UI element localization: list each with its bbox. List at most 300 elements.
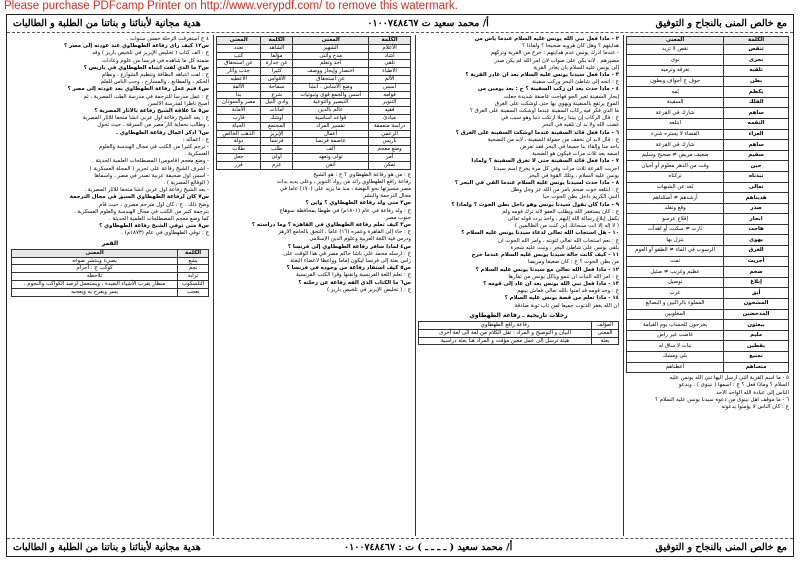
- vocab-cell: تمكن: [369, 161, 411, 169]
- qa-line: س٣ ما الذي لفت انتباه الطهطاوي في باريس ؟: [83, 64, 209, 71]
- vocab-meaning: نوى: [627, 55, 724, 66]
- th-meaning-2: المعنى: [217, 37, 261, 45]
- qa-line: إبحار السفينة تغير الجو فهاجت عاصفة شديدة جعلت: [503, 93, 619, 100]
- qa-line: ١٢ - ماذا فعل الله تعالى مع سيدنا يونس عليه السلام ؟: [475, 266, 619, 273]
- vocab-row: [217, 68, 411, 76]
- vocab-word: سقيم: [724, 150, 789, 161]
- qa-line: الموج يرتفع بالسفينة ويهوي بها حتى أوشكت على الغرق: [494, 100, 619, 107]
- qa-line: ١٤ - ماذا تعلم من قصة يونس عليه السلام ؟: [504, 295, 619, 302]
- vocab-row: [627, 362, 789, 373]
- qa-line: ج : أعماله :: [182, 136, 209, 143]
- vocab-row: [627, 288, 789, 299]
- tahtawi-questions-column: [9, 35, 211, 536]
- qa-line: ١١ - كيف كانت حالة سيدنا يونس عليه السلام عندما خرج: [471, 252, 619, 259]
- vocab-row: [627, 150, 789, 161]
- vocab-meaning: تغرقه وترميه: [627, 65, 724, 76]
- vocab-row: [217, 91, 411, 99]
- vocab-meaning: يتزل بها: [627, 235, 724, 246]
- vocab-cell: تعدد: [217, 44, 261, 52]
- vocab-row: [627, 309, 789, 320]
- qa-line: بأحد منا وإلقاء بنا جميعا في البحر فقد تعرض: [520, 144, 619, 151]
- vocab-row: [627, 118, 789, 129]
- vocab-meaning: ثارت ≠ سكنت أو اهدأت: [627, 224, 724, 235]
- bio-title: رحلات تاريخية ـ رفاعة الطهطاوي: [469, 311, 568, 319]
- vocab-cell: فرنسا: [261, 138, 293, 146]
- bottom-banner: [7, 538, 793, 556]
- top-banner: [7, 15, 793, 33]
- vocab-word: تنقص: [724, 44, 789, 55]
- vocab-cell: سماحة: [261, 83, 293, 91]
- vocab-cell: عالم بالدين: [293, 107, 369, 115]
- vocab-row: [217, 130, 411, 138]
- qa-line: ( لا إله إلا أنت سبحانك إني كنت من الظالمين ): [514, 223, 619, 230]
- qa-line: - أسس أول صحيفة عربية تصدر في مصر ، وأسماها: [94, 172, 209, 179]
- vocab-table: [626, 36, 789, 373]
- pdf-watermark: Please purchase PDFcamp Printer on http://www.verypdf.com/ to remove this watermark.: [4, 0, 458, 12]
- vocab-cell: الأطباء: [369, 68, 411, 76]
- vocab-row: [627, 161, 789, 172]
- vocab-meaning: المملوء بالراكبين و البضائع: [627, 299, 724, 310]
- poem-row: [12, 257, 209, 265]
- vocab-cell: ألف: [293, 146, 369, 154]
- vocab-meaning: وقع وتقلد: [627, 203, 724, 214]
- poem-meaning: منظار يقرب الأشياء البعيدة ، ويستعمل لرصد الكواكب والنجوم .: [12, 281, 178, 289]
- vocab-cell: طلاب: [217, 146, 261, 154]
- vocab-cell: قارب: [217, 114, 261, 122]
- vocab-row: [627, 129, 789, 140]
- vocab-cell: أسس والجمع قوى وثبوتيات: [293, 91, 369, 99]
- vocab-word: ساهم: [724, 140, 789, 151]
- vocab-meaning: الرسوب في الماء ≠ الطفو أو العوم: [627, 246, 724, 257]
- vocab-cell: عن جدارة: [261, 60, 293, 68]
- vocab-row: [627, 171, 789, 182]
- poem-row: [12, 288, 209, 296]
- vocab-cell: جعل: [217, 153, 261, 161]
- qa-line: ١٠ - هل استجاب الله تعالى لدعاء سيدنا يونس عليه السلام ؟: [461, 230, 619, 237]
- vocab-word: ابحار: [724, 214, 789, 225]
- vocab-row: [217, 83, 411, 91]
- vocab-row: [627, 224, 789, 235]
- vocab-word: أجريت: [724, 256, 789, 267]
- vocab-word: المشحون: [724, 299, 789, 310]
- qa-line: س٤ فيم عمل رفاعة الطهطاوي بعد عودته إلى مصر ؟: [67, 86, 209, 93]
- vocab-cell: مدح وأثنى: [293, 52, 369, 60]
- qa-line: رأس بعثة إلى فرنسا ليكون إماما وواعظا لأعضاء البعثة: [290, 257, 411, 264]
- qa-line: يكمل إبلاغ رسالة الله إليهم ، وأخذ يردد قوله تعالى: [507, 216, 619, 223]
- header-teacher: أ/ محمد سعيد ت ٠١٠٠٧٤٨٤٦٧: [367, 18, 489, 29]
- vocab-meaning: ضعيف مريض ≠ صحيح وسليم: [627, 150, 724, 161]
- vocab-cell: التبصير والتوعية: [293, 99, 369, 107]
- vocab-meaning: ابتلعه: [627, 118, 724, 129]
- vocab-meaning: أرشدهم ≠ أضللناهم: [627, 193, 724, 204]
- vocab-meaning: نقص لا تزيد: [627, 44, 724, 55]
- vocab-word: العراء: [724, 129, 789, 140]
- poem-vocab-table: [11, 249, 209, 297]
- qa-line: ٦ - ماذا فعل قائد السفينة عندما أوشكت السفينة على الغرق ؟: [455, 129, 619, 136]
- poem-th-meaning: المعنى: [12, 249, 178, 257]
- vocab-cell: أسس: [369, 83, 411, 91]
- vocab-meaning: المغلوبين: [627, 309, 724, 320]
- qa-line: من بطن الحوت ؟ ج : كان ضعيفا ومريضا: [528, 259, 619, 266]
- vocab-cell: أعمال: [293, 130, 369, 138]
- qa-line: أجريت القرعة ثلاث مرات وفي كل مرة يخرج اسم سيدنا: [493, 165, 619, 172]
- vocab-cell: الشاهد: [261, 44, 293, 52]
- qa-line: ج : أرسله محمد علي باشا حاكم مصر في هذا الوقت على: [283, 250, 411, 257]
- qa-line: س٣ كيف تعلم رفاعة الطهطاوي في القاهرة ؟ وما دراسته ؟: [251, 221, 411, 228]
- qa-line: كما وضع معجم المصطلحات العلمية الحديثة .: [109, 216, 209, 223]
- qa-line: س٢ متى ولد رفاعة الطهطاوي ؟ وأين ؟: [305, 200, 411, 207]
- qa-line: ج : أمر الله النبات أن تنمو ويأكل يونس من ثمارها: [508, 273, 619, 280]
- qa-line: - عندما أدرك يونس عدم هدايتهم : خرج من القرية وتركهم: [490, 50, 619, 57]
- note-line: السلام ؟ وماذا فعل ؟ ج : أسمها ( نينوى ) . وبدعو: [678, 382, 789, 389]
- bio-table: [418, 321, 619, 345]
- poem-word: نجم: [178, 265, 209, 273]
- vocab-meaning: السفينة: [627, 97, 724, 108]
- vocab-cell: دراسة متعمقة: [369, 122, 411, 130]
- vocab-cell: عزم: [261, 161, 293, 169]
- vocab-cell: أتقن: [293, 161, 369, 169]
- qa-line: ضمنه كل ما شاهده في فرنسا من علوم وعادات: [102, 57, 209, 64]
- vocab-cell: قواعد أساسية: [293, 114, 369, 122]
- vocab-cell: أولى: [261, 153, 293, 161]
- qa-line: يلقى يونس على شاطئ البحر ، ونبت عليه شجرة: [510, 244, 619, 251]
- qa-line: ج : عمل مدرسا للترجمة في مدرسة الطب المصرية ، ثم: [83, 93, 209, 100]
- qa-line: ٧ - ماذا فعل قائد السفينة حتى لا تغرق السفينة ؟ ولماذا: [471, 158, 619, 165]
- vocab-cell: الحياة: [217, 122, 261, 130]
- vocab-cell: مبادئ: [369, 114, 411, 122]
- vocab-meaning: تركناه: [627, 171, 724, 182]
- qa-line: س١٢ كيف رأى رفاعة الطهطاوي عند عودته إلى مصر ؟: [63, 43, 209, 50]
- qa-line: مصيرهم . لأنه يكن على صواب لأن أمر الله لم يكن صدر: [494, 57, 619, 64]
- qa-line: س٨ متى توفي الشيخ رفاعة الطهطاوي ؟: [99, 223, 209, 230]
- vocab-row: [217, 52, 411, 60]
- vocab-cell: أمانات: [261, 107, 293, 115]
- vocab-word: يهوى: [724, 235, 789, 246]
- vocab-word: مليم: [724, 330, 789, 341]
- header-gift: هدية مجانية لأبنائنا و بناتنا من الطلبة و الطالبات: [13, 18, 201, 29]
- vocab-cell: وضع الأساس . أنشأ: [293, 83, 369, 91]
- qa-line: ٤ ج استغرقت الرحلة خمس سنوات .: [126, 36, 209, 42]
- vocab-word: متعناهم: [724, 362, 789, 373]
- qa-line: س٤ لماذا سافر رفاعة الطهطاوي إلى فرنسا ؟: [287, 243, 411, 250]
- vocab-cell: بدأ: [217, 91, 261, 99]
- vocab-row: [627, 256, 789, 267]
- vocab-row: [627, 182, 789, 193]
- vocab-meaning: يُمه: [627, 87, 724, 98]
- vocab-meaning: يخرجون للحساب يوم القيامة: [627, 320, 724, 331]
- qa-line: ج : لفت انتباهه النظافة وتنظيم الشوارع ، ونظام: [101, 72, 209, 79]
- bio-row: [419, 321, 619, 329]
- vocab-word: هاجت: [724, 224, 789, 235]
- header-wishes: مع خالص المنى بالنجاح و التوفيق: [655, 18, 787, 29]
- vocab-cell: طلب: [261, 146, 293, 154]
- vocab-word: بطن: [724, 76, 789, 87]
- bio-label: المؤلف: [592, 321, 619, 329]
- bio-value: هيئة ترسل الى عمل معين مؤقت و المراد هنا بعثة دراسية: [419, 337, 592, 345]
- poem-word: يشع: [178, 257, 209, 265]
- qa-line: ج : من هو رفاعة الطهطاوي ؟ ج : هو الشيخ: [313, 171, 411, 178]
- vocab-word: المدحضين: [724, 309, 789, 320]
- vocab-meaning: عرب: [627, 288, 724, 299]
- qa-line: إلى يونس عليه السلام بأن يغادر القرية: [533, 64, 619, 71]
- qa-line: ، وطالب بحماية آثار مصر من السرقة ، حيث تحول: [97, 122, 209, 129]
- qa-line: ج : ابتلعه حوت ضخم بأمر من الله عز وجل وظل: [510, 187, 619, 194]
- qa-line: النبي الكريم داخل بطن الحوت حيا: [542, 194, 619, 201]
- vocab-cell: الأقواس: [261, 75, 293, 83]
- vocab-cell: تلقي: [369, 60, 411, 68]
- yunus-questions: [418, 36, 619, 310]
- vocab-row: [627, 246, 789, 257]
- vocab-cell: الأعلام: [369, 44, 411, 52]
- qa-line: ج : جاء إلى القاهرة وعمره (١٦) عاما ، التحق بالجامع الأزهر: [278, 229, 411, 236]
- vocab-cell: التنوير: [369, 99, 411, 107]
- qa-line: ج : ألف كتاب ( تخليص الإبريز في تلخيص باريز ) وقد: [92, 50, 209, 57]
- poem-word: التلسكوب: [178, 281, 209, 289]
- poem-word: يعجب: [178, 288, 209, 296]
- qa-line: ٨ - ماذا حدث لسيدنا يونس عليه السلام عندما ألقي في البحر ؟: [454, 180, 619, 187]
- vocab-meaning: وقت من الدهر معلوم أو أحيان: [627, 161, 724, 172]
- vocab-word: حين: [724, 161, 789, 172]
- qa-line: س٧ كان لرفاعة الطهطاوي السبق في مجال الترجمة: [69, 194, 209, 201]
- vocab-cell: مؤلفا: [261, 52, 293, 60]
- bio-row: [419, 329, 619, 337]
- qa-line: وضح ذلك . ج : كان أول مترجم مصري ، حيث قام: [98, 201, 209, 208]
- note-line: الناس إلى عبادة الله الواحد الأحد: [715, 389, 789, 396]
- bio-value: رفاعة رافع الطهطاوي: [419, 321, 592, 329]
- vocab-cell: قرر: [217, 161, 261, 169]
- qa-line: أصبح ناظرا لمدرسة الألسن: [148, 100, 209, 107]
- qa-line: ٣ - ماذا فعل سيدنا يونس عليه السلام بعد أن غادر القرية ؟: [465, 72, 619, 79]
- vocab-meaning: تمت: [627, 256, 724, 267]
- vocab-row: [627, 193, 789, 204]
- vocab-cell: أخذ وتعلم: [293, 60, 369, 68]
- vocab-cell: جذب وأثار: [217, 68, 261, 76]
- qa-line: ج : يعد الشيخ رفاعة أول عربي أنشأ متحفا للآثار المصرية: [82, 115, 209, 122]
- vocab-cell: الإبريز: [261, 130, 293, 138]
- vocab-row: [627, 87, 789, 98]
- qa-line: يونس عليه السلام ، وتلك القوة في البحر: [528, 172, 619, 179]
- vocab-row: [627, 65, 789, 76]
- vocab-row: [627, 330, 789, 341]
- vocab-cell: دولة: [217, 138, 261, 146]
- qa-line: ما الذي فكر فيه ركاب السفينة عندما أوشكت السفينة على الغرق ؟: [469, 108, 619, 115]
- vocab-cell: عن استحقاق: [293, 75, 369, 83]
- vocab-word: هديناهم: [724, 193, 789, 204]
- vocab-cell: اختصار وإيجاز ووصف: [293, 68, 369, 76]
- poem-row: [12, 273, 209, 281]
- vocab-word: نبذناه: [724, 171, 789, 182]
- vocab-word: تمتيع: [724, 352, 789, 363]
- vocab-word: الفلك: [724, 97, 789, 108]
- poem-row: [12, 281, 209, 289]
- qa-line: ( الوقائع المصرية ) .: [163, 180, 209, 187]
- vocab-row: [627, 214, 789, 225]
- qa-line: مجال الترجمة والنشر: [363, 193, 411, 200]
- qa-line: - يعد الشيخ رفاعة أول عربي أنشأ متحفا للآثار المصرية .: [84, 187, 209, 194]
- vocab-row: [217, 75, 411, 83]
- vocab-row: [627, 341, 789, 352]
- qa-line: - أشرف الشيخ رفاعة على تحرير ( المجلة العسكرية ): [89, 165, 209, 172]
- qa-line: ج : نعم استجاب الله تعالى لتوبته ، وأمر الله الحوت أن: [498, 237, 619, 244]
- th-word-1: الكلمة: [369, 37, 411, 45]
- qa-line: - ترجم كثيرا من الكتب في مجال الهندسة والعلوم: [98, 144, 209, 151]
- vocab-word: أبق: [724, 288, 789, 299]
- vocab-meaning: شارك في القرعة: [627, 108, 724, 119]
- poem-title: القمر: [101, 239, 119, 247]
- vocab-meaning: بلى ومشك: [627, 352, 724, 363]
- qa-line: جنوب مصر: [385, 214, 411, 221]
- vocab-word: إبلاغ: [724, 277, 789, 288]
- vocab-word: الغرق: [724, 246, 789, 257]
- vocab-cell: كثيرا: [261, 68, 293, 76]
- vocab-column: [623, 35, 791, 536]
- vocab-meaning: إقلاع عرسو: [627, 214, 724, 225]
- vocab-row: [627, 55, 789, 66]
- vocab-cell: الأمانة: [217, 107, 261, 115]
- qa-line: ج : توفي الطهطاوي في عام (١٨٧٣م) .: [121, 230, 209, 237]
- vocab-row: [627, 352, 789, 363]
- vocab-cell: وضع معجم: [369, 146, 411, 154]
- vocab-cell: أوشك: [261, 114, 293, 122]
- col1-notes: [626, 375, 789, 411]
- qa-line: العسكرية .: [184, 151, 209, 158]
- qa-line: رفاعة رافع الطهطاوي رائد من رواد التنوير ، وعلى يديه بدأت: [276, 178, 411, 185]
- vocab-cell: أشاد: [369, 52, 411, 60]
- th-word-2: الكلمة: [261, 37, 293, 45]
- vocab-cell: الأعطيه: [217, 75, 261, 83]
- yunus-questions-column: [415, 35, 621, 536]
- vocab-meaning: الفضاء لا يستره شيء: [627, 129, 724, 140]
- vocab-cell: باريس: [369, 138, 411, 146]
- vocab-word: تلقيه: [724, 65, 789, 76]
- vocab-row: [627, 140, 789, 151]
- note-line: ج : كان الناس لا يؤمنوا بدعوته: [721, 404, 789, 411]
- vocab-cell: كتب: [217, 52, 261, 60]
- qa-line: ج : قال لابد أن نخفف من حمولة السفينة ، لابد من التضحية: [487, 136, 619, 143]
- vocab-word: يقطين: [724, 341, 789, 352]
- poem-th-word: الكلمة: [178, 249, 209, 257]
- vocab-row: [217, 60, 411, 68]
- vocab-row: [217, 153, 411, 161]
- vocab-cell: أمر: [369, 153, 411, 161]
- vocab-row: [627, 108, 789, 119]
- poem-meaning: تلاحظه: [12, 273, 178, 281]
- vocab-cell: الشهير: [293, 44, 369, 52]
- vocab-cell: تفسير المراد: [293, 122, 369, 130]
- vocab-cell: الزعمي: [369, 130, 411, 138]
- vocab-row: [217, 138, 411, 146]
- tahtawi-vocab-column: [213, 35, 413, 536]
- vocab-row: [217, 107, 411, 115]
- vocab-meaning: عظيم وغريب ≠ ضئيل: [627, 267, 724, 278]
- vocab-word: يكظم: [724, 87, 789, 98]
- vocab-word: يبعثون: [724, 320, 789, 331]
- vocab-row: [627, 97, 789, 108]
- footer-gift: هدية مجانية لأبنائنا و بناتنا من الطلبة و الطالبات: [13, 542, 201, 553]
- vocab-row: [627, 235, 789, 246]
- qa-line: ٢ - ماذا فعل نبي الله يونس عليه السلام عندما يأس من: [474, 36, 619, 42]
- vocab-cell: عن استحقاق: [217, 60, 261, 68]
- qa-line: اسمه بعد ثلاث مرات فيكون هو الضحية: [532, 151, 619, 158]
- vocab-cell: الألم: [369, 75, 411, 83]
- qa-line: س٥ كيف استفاد رفاعة من وجوده في فرنسا ؟: [286, 265, 411, 272]
- tahtawi-questions: [216, 172, 411, 294]
- qa-line: ٩ - ماذا كان يقول سيدنا يونس وهو داخل بطن الحوت ؟ ولماذا ؟: [451, 201, 619, 208]
- qa-line: هدايتهم ؟ وهل كان هروبه صحيحا ؟ ولماذا ؟: [522, 43, 619, 50]
- qa-line: أن الله يغفر الذنوب جميعا لمن تاب توبة صادقة: [514, 302, 619, 309]
- qa-line: س٥ ما علاقة الشيخ رفاعة بالآثار المصرية ؟: [94, 108, 209, 115]
- qa-line: غضب الله ولا بد أن نلقيه في البحر: [542, 122, 619, 129]
- qa-line: ج : اتجه إلى شاطئ البحر وركب سفينة: [532, 79, 619, 86]
- vocab-cell: شرع: [261, 91, 293, 99]
- qa-line: ٤ - ماذا حدث بعد أن ركب السفينة ؟ ج : بعد يومين من: [477, 86, 619, 93]
- note-line: ٥ - ما اسم القرية التي أرسل اليها نبي الله يونس عليه: [669, 375, 789, 382]
- tahtawi-answers: [11, 36, 209, 238]
- qa-line: ج : ( تخليص الإبريز في تلخيص باريز ): [326, 286, 411, 293]
- vocab-row: [627, 44, 789, 55]
- qa-line: مصر مسيرتها نحو النهضة ، منذ ما يزيد على (١٧٠) عاما في: [279, 185, 411, 192]
- poem-meaning: يسر ويفرح به ويعجبه: [12, 288, 178, 296]
- vocab-meaning: جوف ج أجواف وبطون: [627, 76, 724, 87]
- poem-row: [12, 265, 209, 273]
- vocab-cell: مصر والسودان: [217, 99, 261, 107]
- worksheet-page: [6, 14, 794, 557]
- vocab-row: [627, 299, 789, 310]
- vocab-row: [627, 277, 789, 288]
- vocab-cell: عاصمة فرنسا: [293, 138, 369, 146]
- qa-line: الحكم ، والمطابع ، والمسارح ، وحب الناس للعلم: [100, 79, 209, 86]
- qa-line: ج : قال الركاب إن بيننا رجلا ارتكب ذنبا وهو سبب في: [500, 115, 619, 122]
- qa-line: ج : ولد رفاعة في عام (١٨٠١م) في طهطا بمحافظة سوهاج: [279, 207, 411, 214]
- vocab-cell: المجتمع: [261, 122, 293, 130]
- vocab-cell: فقيه: [369, 107, 411, 115]
- vocab-meaning: توصيل: [627, 277, 724, 288]
- qa-line: ودرس فيه اللغة العربية وعلوم الدين الإسلامي: [309, 236, 411, 243]
- vocab-word: التقمه: [724, 118, 789, 129]
- vocab-row: [217, 161, 411, 169]
- vocab-row: [217, 44, 411, 52]
- vocab-row: [627, 267, 789, 278]
- vocab-row: [627, 320, 789, 331]
- qa-line: ج : كان يستغفر الله ويطلب العفو لأنه ترك قومه ولم: [502, 208, 619, 215]
- vocab-word: نجرى: [724, 55, 789, 66]
- note-line: ٦ - ما موقف أهل نينوى من دعوة سيدنا يونس عليه السلام ؟: [655, 396, 789, 403]
- footer-wishes: مع خالص المنى بالنجاح و التوفيق: [655, 542, 787, 553]
- vocab-header-word: الكلمة: [724, 37, 789, 45]
- th-meaning-1: المعنى: [293, 37, 369, 45]
- qa-line: بترجمة كثير من الكتب في مجال الهندسة والعلوم العسكرية .: [73, 208, 209, 215]
- vocab-meaning: غاضب غير راض: [627, 330, 724, 341]
- vocab-cell: قوامه: [369, 91, 411, 99]
- vocab-meaning: بُعد عن الشبهات: [627, 182, 724, 193]
- tahtawi-vocab-table: [216, 36, 411, 170]
- vocab-row: [217, 114, 411, 122]
- vocab-word: صدر: [724, 203, 789, 214]
- bio-value: البيان و التوضيح و المراد : تقل الكلام من لغة الى لغة أخرى: [419, 329, 592, 337]
- vocab-word: تعالى: [724, 182, 789, 193]
- vocab-cell: تولى وتعهد: [293, 153, 369, 161]
- vocab-word: ضخم: [724, 267, 789, 278]
- qa-line: ج : وجد قومه قد آمنوا بالله تعالى فعاش بينهم: [517, 288, 619, 295]
- poem-meaning: يضيء وينتشر ضوءه: [12, 257, 178, 265]
- vocab-row: [217, 99, 411, 107]
- qa-line: س٦ اذكر أعمال رفاعة الطهطاوي .: [116, 129, 209, 136]
- qa-line: ١٣ - ماذا فعل نبي الله يونس بعد أن عاد إلى قومه ؟: [483, 280, 619, 287]
- bio-row: [419, 337, 619, 345]
- qa-line: ج : تعلم اللغة الفرنسية وأتقنها وقرأ الكتب الفرنسية: [296, 272, 411, 279]
- vocab-cell: وادي النيل: [261, 99, 293, 107]
- vocab-meaning: أعطناهم: [627, 362, 724, 373]
